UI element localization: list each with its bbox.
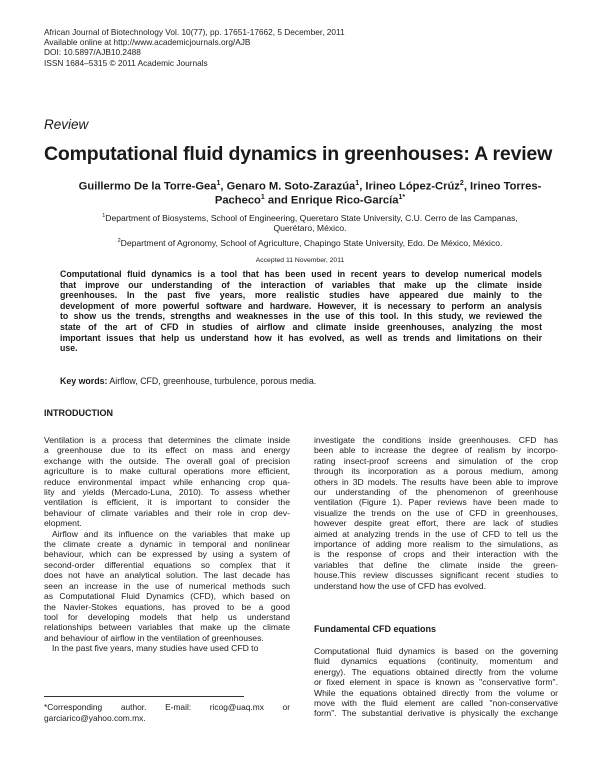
body-text-line: a greenhouse due to its effect on mass and energy (44, 445, 290, 456)
body-text-line: been able to increase the degree of realism by incorpo- (314, 445, 558, 456)
body-text-line: elopment. (44, 518, 82, 529)
body-text-line: behaviour, which can be expressed by using a system of (44, 549, 290, 560)
right-column-body-2 (314, 646, 558, 719)
journal-citation: African Journal of Biotechnology Vol. 10(77), pp. 17651-17662, 5 December, 2011 (44, 27, 345, 37)
journal-doi: DOI: 10.5897/AJB10.2488 (44, 47, 141, 58)
author-name: Guillermo De la Torre-Gea (78, 180, 217, 193)
article-title: Computational fluid dynamics in greenhouses: A review (44, 143, 553, 165)
body-text-line: Computational fluid dynamics is based on the governing (314, 646, 558, 656)
body-text-line: and behaviour of airflow in the ventilation of greenhouses. (44, 632, 264, 643)
body-text-line: lity and yields (Mercado-Luna, 2010). To assess whether (44, 487, 290, 498)
author-affiliation-marker: 1 (355, 180, 360, 187)
author-name: Enrique Rico-García (290, 194, 399, 207)
body-text-line: or fixed element in space is known as "conservative form". (314, 677, 558, 688)
body-text-line: In the past five years, many studies have used CFD to (52, 643, 259, 654)
body-text-line: reduce environmental impact while enhancing crop qua- (44, 476, 290, 487)
body-text-line: tool for developing models that help us understand (44, 611, 290, 622)
footnote-divider (44, 696, 244, 697)
abstract-line: Computational fluid dynamics is a tool that has been used in recent years to develop numerical models (60, 269, 542, 279)
author-separator: , (463, 180, 471, 193)
body-text-line: our understanding of the phenomenon of greenhouse (314, 487, 558, 498)
footnote-line-2: garciarico@yahoo.com.mx. (44, 712, 146, 723)
body-text-line: investigate the conditions inside greenhouses. CFD has (314, 435, 558, 445)
journal-header (44, 27, 345, 68)
affiliation-1-line-2: Querétaro, México. (273, 223, 347, 233)
author-separator: , (220, 180, 227, 193)
body-text-line: understand how the use of CFD has evolved. (314, 580, 486, 591)
left-column-body (44, 435, 290, 654)
body-text-line: ventilation (Figure 1). Paper reviews have been made to (314, 497, 558, 508)
affiliation-2-line-1: Department of Agronomy, School of Agriculture, Chapingo State University, Edo. De México, México. (120, 237, 503, 248)
introduction-heading: INTRODUCTION (44, 408, 113, 418)
keywords-list: Airflow, CFD, greenhouse, turbulence, porous media. (109, 376, 317, 386)
abstract-line: state of the art of CFD in studies of airflow and climate inside greenhouses, analyzing the most (60, 321, 542, 332)
body-text-line: the Navier-Stokes equations, has proved to be a good (44, 601, 290, 612)
body-text-line: importance of adding more realism to the simulations, as (314, 539, 558, 550)
body-text-line: seen an increase in the use of numerical methods such (44, 580, 290, 591)
author-name: Irineo Torres- (470, 180, 542, 193)
abstract-line: greenhouses. In the past five years, more realistic studies have appeared due mainly to the (60, 290, 542, 301)
body-text-line: fluid dynamics equations (continuity, momentum and (314, 656, 558, 667)
author-affiliation-marker: 1 (216, 180, 221, 187)
affiliation-2-marker: 2 (117, 238, 121, 244)
journal-online-link[interactable]: Available online at http://www.academicjournals.org/AJB (44, 37, 251, 48)
body-text-line: the climate create a dynamic in temporal and nonlinear (44, 539, 290, 550)
body-text-line: Ventilation is a process that determines the climate inside (44, 435, 290, 445)
body-text-line: form". The substantial derivative is physically the exchange (314, 708, 558, 719)
body-text-line: however despite great effort, there are lack of studies (314, 518, 558, 529)
body-text-line: While the equations obtained directly from the volume or (314, 687, 558, 698)
abstract-line: use. (60, 343, 78, 354)
author-affiliation-marker: 1 (260, 194, 265, 201)
affiliation-1-line-1: Department of Biosystems, School of Engineering, Queretaro State University, C.U. Cerro de las Campanas, (105, 212, 518, 223)
body-text-line: as Computational Fluid Dynamics (CFD), which based on (44, 591, 290, 602)
body-text-line: ventilation is efficient, it is important to consider the (44, 497, 290, 508)
body-text-line: second-order differential equations so complex that it (44, 559, 290, 570)
abstract-line: to show us the trends, strengths and weaknesses in the use of this tool. In this study, we reviewed the (60, 311, 542, 322)
body-text-line: agriculture is to make cultural operations more efficient, (44, 466, 290, 477)
article-type-label: Review (44, 117, 89, 132)
journal-issn: ISSN 1684–5315 © 2011 Academic Journals (44, 57, 208, 68)
body-text-line: energy). The equations obtained directly from the volume (314, 666, 558, 677)
keywords (60, 376, 316, 386)
author-name: Pacheco (214, 194, 261, 207)
cfd-equations-heading: Fundamental CFD equations (314, 624, 437, 634)
accepted-date: Accepted 11 November, 2011 (255, 257, 345, 264)
body-text-line: behaviour of climate variables and their role in crop dev- (44, 507, 290, 518)
body-text-line: visualize the trends on the use of CFD in greenhouses, (314, 507, 558, 518)
abstract-line: that improve our understanding of the interaction of variables that make up the climate inside (60, 279, 542, 290)
affiliation-1-cont (60, 223, 560, 235)
authors-line-2 (60, 191, 560, 208)
abstract (60, 269, 542, 354)
body-text-line: variables that define the climate inside the green- (314, 559, 558, 570)
body-text-line: through its incorporation as a porous medium, among (314, 466, 558, 477)
body-text-line: move with the fluid element are called "non-conservative (314, 698, 558, 709)
body-text-line: others in 3D models. The results have been able to improve (314, 476, 558, 487)
body-text-line: does not have an analytical solution. The last decade has (44, 570, 290, 581)
body-text-line: aimed at analyzing trends in the use of CFD to tell us the (314, 528, 558, 539)
body-text-line: exchange with the outside. The overall goal of precision (44, 455, 290, 466)
author-affiliation-marker: 1* (398, 194, 406, 201)
corresponding-footnote (44, 702, 290, 723)
body-text-line: Airflow and its influence on the variables that make up (52, 528, 290, 539)
affiliation-2 (60, 236, 560, 249)
body-text-line: is the response of crops and their interaction with the (314, 549, 558, 560)
author-affiliation-marker: 2 (459, 180, 464, 187)
keywords-label: Key words: (60, 376, 108, 386)
body-text-line: rating insect-proof screens and simulation of the crop (314, 455, 558, 466)
affiliation-1-marker: 1 (102, 213, 106, 219)
author-separator: and (264, 194, 291, 207)
right-column-body-1 (314, 435, 558, 591)
abstract-line: development of more powerful software and hardware. However, it is necessary to perform an analysis (60, 300, 542, 311)
author-separator: , (359, 180, 366, 193)
author-name: Genaro M. Soto-Zarazúa (226, 180, 356, 193)
body-text-line: relationships between variables that make up the climate (44, 622, 290, 633)
author-name: Irineo López-Crúz (365, 180, 460, 193)
footnote-line-1: *Corresponding author. E-mail: ricog@uaq.mx or (44, 702, 290, 712)
body-text-line: house.This review discusses significant recent studies to (314, 570, 558, 581)
abstract-line: important issues that help us understand how it has evolved, as well as trends and limitations on their (60, 332, 542, 343)
